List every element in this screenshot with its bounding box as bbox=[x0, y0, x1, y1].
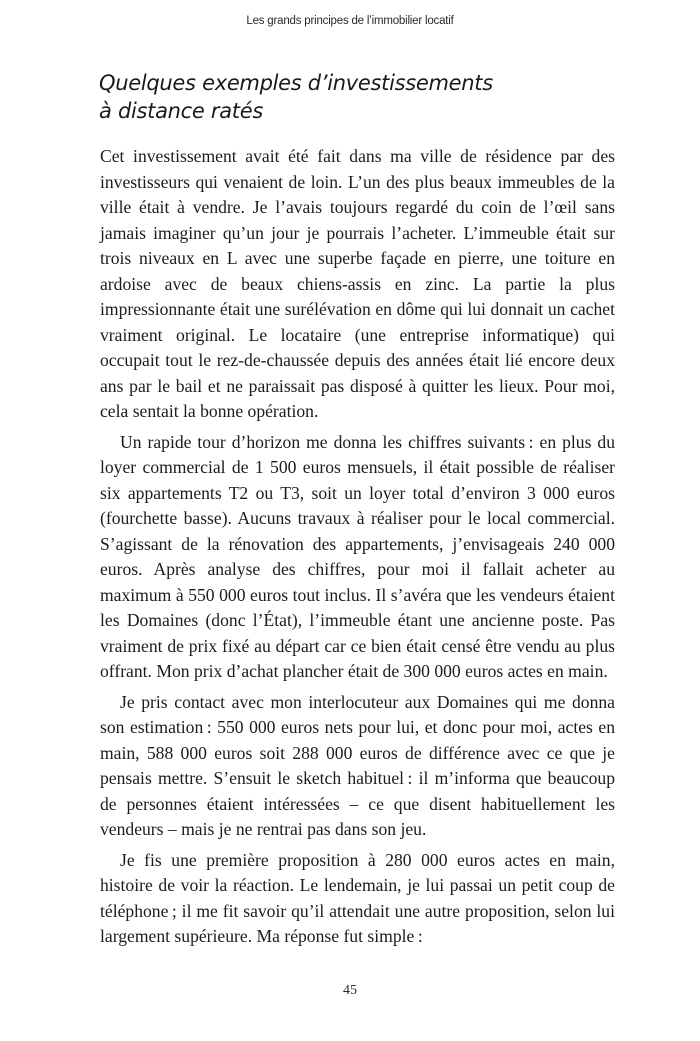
section-title bbox=[99, 69, 619, 125]
paragraph-2: Un rapide tour d’horizon me donna les chiffres suivants : en plus du loyer commercial de 1 500 euros mensuels, il était possible de réaliser six appartements T2 ou T3, soit un loyer total d’environ 3 000 euros (fourchette basse). Aucuns travaux à réaliser pour le local commercial. S’agissant de la rénovation des appartements, j’envisageais 240 000 euros. Après analyse des chiffres, pour moi il fallait acheter au maximum à 550 000 euros tout inclus. Il s’avéra que les vendeurs étaient les Domaines (donc l’État), l’immeuble étant une ancienne poste. Pas vraiment de prix fixé au départ car ce bien était censé être vendu au plus offrant. Mon prix d’achat plancher était de 300 000 euros actes en main. bbox=[100, 431, 615, 681]
paragraph-4: Je fis une première proposition à 280 000 euros actes en main, histoire de voir la réaction. Le lendemain, je lui passai un petit coup de téléphone ; il me fit savoir qu’il attendait une autre proposition, selon lui largement supérieure. Ma réponse fut simple : bbox=[100, 849, 615, 946]
paragraph-3: Je pris contact avec mon interlocuteur aux Domaines qui me donna son estimation : 550 000 euros nets pour lui, et donc pour moi, actes en main, 588 000 euros soit 288 000 euros de différence avec ce que je pensais mettre. S’ensuit le sketch habituel : il m’informa que beaucoup de personnes étaient intéressées – ce que disent habituellement les vendeurs – mais je ne rentrai pas dans son jeu. bbox=[100, 691, 615, 839]
running-header: Les grands principes de l’immobilier locatif bbox=[246, 15, 454, 27]
body-text bbox=[100, 144, 615, 955]
paragraph-1: Cet investissement avait été fait dans ma ville de résidence par des investisseurs qui venaient de loin. L’un des plus beaux immeubles de la ville était à vendre. Je l’avais toujours regardé du coin de l’œil sans jamais imaginer qu’un jour je pourrais l’acheter. L’immeuble était sur trois niveaux en L avec une superbe façade en pierre, une toiture en ardoise avec de beaux chiens-assis en zinc. La partie la plus impressionnante était une surélévation en dôme qui lui donnait un cachet vraiment original. Le locataire (une entreprise informatique) qui occupait tout le rez-de-chaussée depuis des années était lié encore deux ans par le bail et ne paraissait pas disposé à quitter les lieux. Pour moi, cela sentait la bonne opération. bbox=[100, 146, 615, 421]
section-title-line-1: Quelques exemples d’investissements bbox=[99, 71, 493, 95]
page-number: 45 bbox=[343, 983, 357, 998]
section-title-line-2: à distance ratés bbox=[99, 99, 263, 123]
